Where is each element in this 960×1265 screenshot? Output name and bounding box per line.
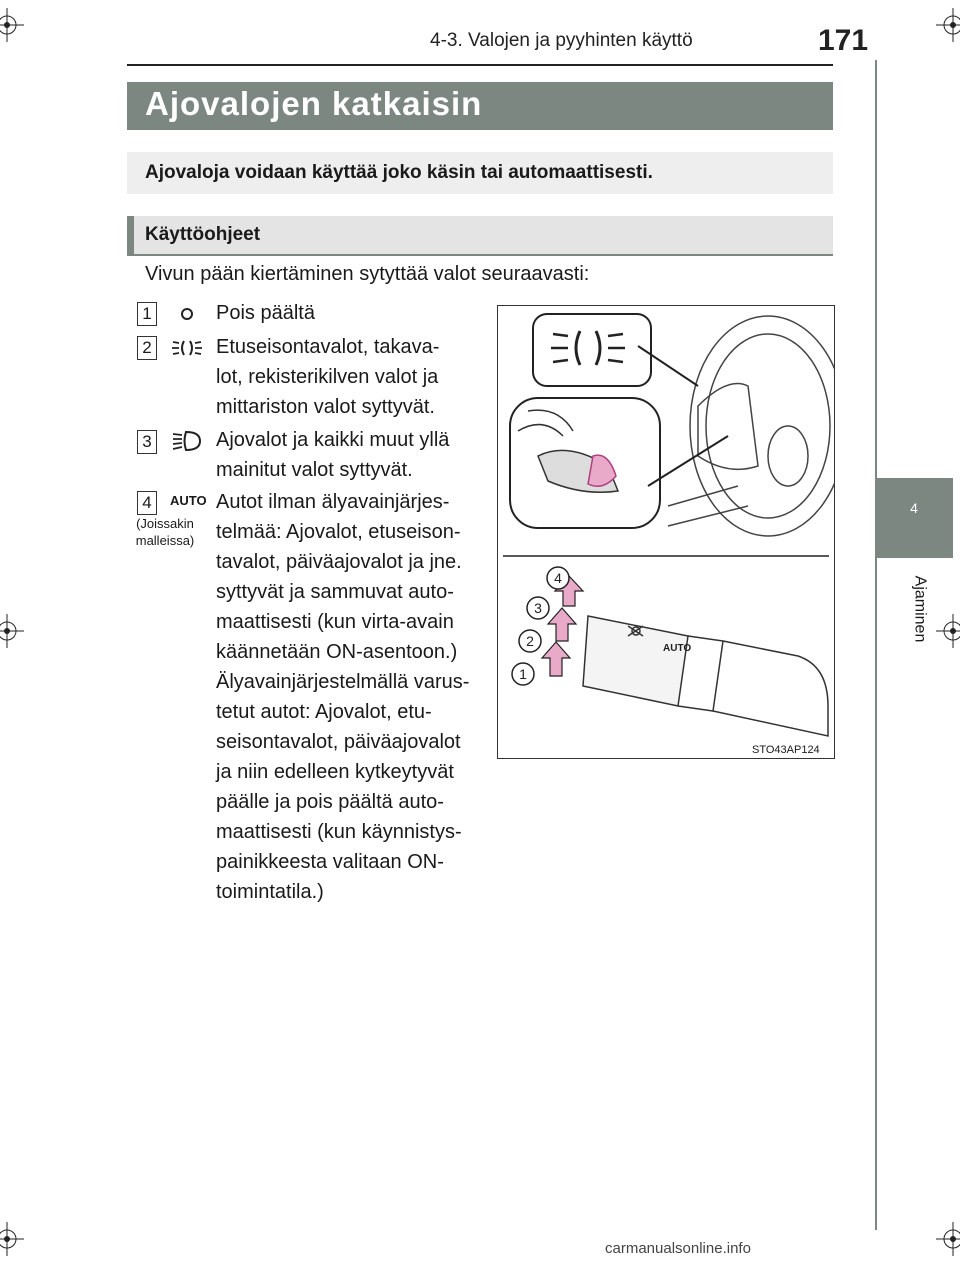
figure-illustration	[498, 306, 834, 758]
item-line: tetut autot: Ajovalot, etu-	[216, 701, 432, 723]
registration-mark-icon	[0, 1222, 24, 1256]
item-line: Älyavainjärjestelmällä varus-	[216, 671, 470, 693]
item-line: Autot ilman älyavainjärjes-	[216, 491, 450, 513]
callout-symbol-box	[533, 314, 698, 386]
headlight-icon	[170, 429, 204, 453]
item-1-text	[216, 298, 478, 328]
lever-auto-label: AUTO	[663, 643, 692, 654]
subsection-accent	[127, 216, 134, 256]
running-header-section: 4-3. Valojen ja pyyhinten käyttö	[430, 30, 693, 51]
registration-mark-icon	[0, 614, 24, 648]
registration-mark-icon	[936, 614, 960, 648]
callout-2: 2	[526, 633, 534, 649]
side-rule	[875, 60, 877, 1230]
parking-light-icon	[170, 336, 204, 360]
footer-watermark: carmanualsonline.info	[605, 1240, 751, 1257]
subsection-title: Käyttöohjeet	[145, 224, 261, 245]
header-rule	[127, 64, 833, 66]
item-line: syttyvät ja sammuvat auto-	[216, 581, 454, 603]
callout-1: 1	[519, 666, 527, 682]
registration-mark-icon	[0, 8, 24, 42]
chapter-tab: 4	[875, 478, 953, 558]
item-4-text	[216, 487, 478, 667]
chapter-label	[900, 555, 929, 650]
callout-3: 3	[534, 600, 542, 616]
item-line: mittariston valot syttyvät.	[216, 396, 435, 418]
item-4-note: (Joissakin malleissa)	[135, 516, 195, 548]
figure-code: STO43AP124	[752, 744, 820, 756]
intro-text: Ajovaloja voidaan käyttää joko käsin tai automaattisesti.	[145, 162, 653, 183]
item-line: käännetään ON-asentoon.)	[216, 641, 458, 663]
item-line: seisontavalot, päiväajovalot	[216, 731, 461, 753]
chapter-label-text: Ajaminen	[911, 575, 929, 643]
item-3-text	[216, 425, 478, 485]
item-line: ja niin edelleen kytkeytyvät	[216, 761, 454, 783]
item-line: Pois päältä	[216, 302, 315, 324]
item-line: tavalot, päiväajovalot ja jne.	[216, 551, 462, 573]
lead-text: Vivun pään kiertäminen sytyttää valot seuraavasti:	[145, 263, 590, 285]
lever-drawing	[583, 616, 828, 736]
item-line: päälle ja pois päältä auto-	[216, 791, 444, 813]
item-line: painikkeesta valitaan ON-	[216, 851, 444, 873]
item-number-4: 4	[137, 491, 157, 515]
registration-mark-icon	[936, 1222, 960, 1256]
registration-mark-icon	[936, 8, 960, 42]
item-number-2: 2	[137, 336, 157, 360]
auto-icon: AUTO	[170, 493, 207, 508]
item-number-3: 3	[137, 430, 157, 454]
page-title: Ajovalojen katkaisin	[145, 85, 483, 122]
off-circle-icon	[170, 302, 204, 326]
callout-4: 4	[554, 570, 562, 586]
headlight-switch-figure	[497, 305, 835, 759]
item-line: telmää: Ajovalot, etuseison-	[216, 521, 461, 543]
item-line: Etuseisontavalot, takava-	[216, 336, 440, 358]
page-number: 171	[818, 24, 869, 57]
item-line: Ajovalot ja kaikki muut yllä	[216, 429, 450, 451]
item-number-1: 1	[137, 302, 157, 326]
steering-wheel-drawing	[668, 316, 834, 536]
item-line: lot, rekisterikilven valot ja	[216, 366, 439, 388]
item-line: mainitut valot syttyvät.	[216, 459, 413, 481]
item-line: maattisesti (kun käynnistys-	[216, 821, 462, 843]
item-2-text	[216, 332, 478, 422]
position-arrows	[542, 576, 583, 676]
item-line: toimintatila.)	[216, 881, 324, 903]
item-4-text-2	[216, 667, 478, 907]
item-line: maattisesti (kun virta-avain	[216, 611, 454, 633]
